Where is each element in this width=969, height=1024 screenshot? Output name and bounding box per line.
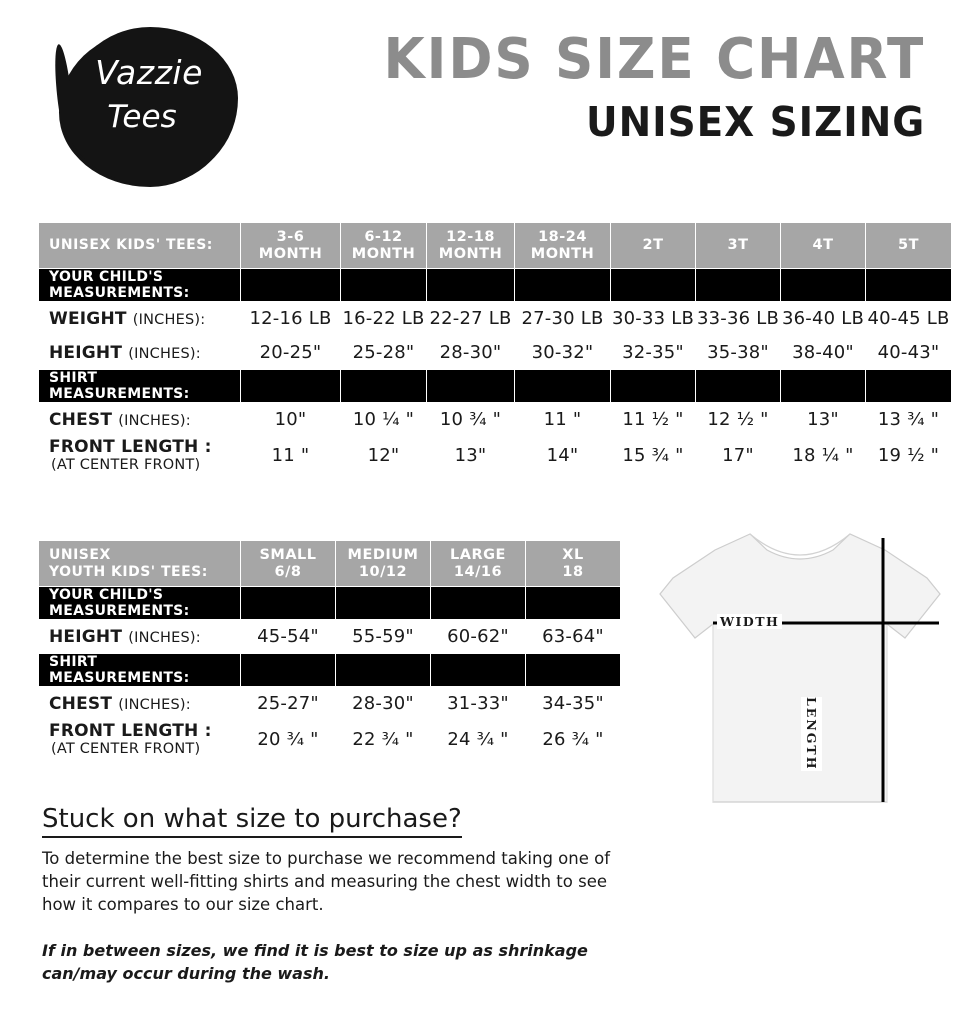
- cell-value: 63-64": [526, 620, 621, 654]
- column-header: [336, 541, 431, 587]
- cell-value: 28-30": [336, 687, 431, 721]
- cell-value: 34-35": [526, 687, 621, 721]
- col-line2: 18: [562, 563, 584, 580]
- cell-value: 25-27": [241, 687, 336, 721]
- col-line2: MONTH: [258, 245, 323, 262]
- col-line2: MONTH: [438, 245, 503, 262]
- section-divider-shirt-measurements: [39, 654, 621, 687]
- cell-value: 60-62": [431, 620, 526, 654]
- col-line1: SMALL: [259, 546, 317, 563]
- cell-value: 11 ": [241, 437, 341, 474]
- cell-value: 10 ¼ ": [341, 403, 427, 437]
- section-divider-shirt-measurements: [39, 370, 952, 403]
- col-line1: MEDIUM: [347, 546, 419, 563]
- cell-value: 55-59": [336, 620, 431, 654]
- row-label-chest: [39, 687, 241, 721]
- footer-heading: Stuck on what size to purchase?: [42, 805, 462, 838]
- row-label-unit: (AT CENTER FRONT): [51, 741, 201, 757]
- length-label: LENGTH: [801, 697, 822, 771]
- cell-value: 20 ¾ ": [241, 721, 336, 758]
- youth-header-line1: UNISEX: [49, 547, 111, 564]
- footer-body-text: To determine the best size to purchase we recommend taking one of their current well-fitting shirts and measuring the chest width to see how it compares to our size chart.: [42, 848, 611, 915]
- table-row: [39, 721, 621, 758]
- table-row: [39, 403, 952, 437]
- row-label-unit: (AT CENTER FRONT): [51, 457, 201, 473]
- tshirt-measurement-diagram: [655, 520, 945, 810]
- cell-value: 27-30 LB: [515, 302, 611, 336]
- section-label: SHIRT MEASUREMENTS:: [39, 370, 241, 403]
- cell-value: 12-16 LB: [241, 302, 341, 336]
- cell-value: 12 ½ ": [696, 403, 781, 437]
- infant-size-table: [38, 222, 952, 474]
- youth-header-label: [39, 541, 241, 587]
- column-header: [515, 223, 611, 269]
- cell-value: 22 ¾ ": [336, 721, 431, 758]
- row-label-unit: (INCHES):: [128, 629, 201, 646]
- table-header-row: [39, 541, 621, 587]
- column-header: 4T: [781, 223, 866, 269]
- cell-value: 15 ¾ ": [611, 437, 696, 474]
- logo-line-2: Tees: [107, 98, 177, 135]
- table-row: [39, 302, 952, 336]
- shirt-body: [660, 534, 940, 802]
- youth-size-table: [38, 540, 621, 758]
- row-label-unit: (INCHES):: [132, 311, 206, 328]
- cell-value: 24 ¾ ": [431, 721, 526, 758]
- cell-value: 12": [341, 437, 427, 474]
- row-label-text: WEIGHT: [49, 308, 127, 329]
- cell-value: 40-45 LB: [866, 302, 952, 336]
- col-line2: MONTH: [530, 245, 595, 262]
- row-label-text: CHEST: [49, 693, 113, 714]
- infant-header-label: UNISEX KIDS' TEES:: [39, 223, 241, 269]
- cell-value: 13": [427, 437, 515, 474]
- section-divider-child-measurements: [39, 587, 621, 620]
- cell-value: 20-25": [241, 336, 341, 370]
- page-header: [0, 0, 969, 205]
- row-label-front-length: [39, 721, 241, 758]
- cell-value: 35-38": [696, 336, 781, 370]
- col-line1: 3-6: [276, 228, 305, 245]
- page-title: KIDS SIZE CHART: [383, 27, 925, 92]
- cell-value: 10": [241, 403, 341, 437]
- cell-value: 32-35": [611, 336, 696, 370]
- section-label: SHIRT MEASUREMENTS:: [39, 654, 241, 687]
- row-label-unit: (INCHES):: [128, 345, 201, 362]
- col-line1: 12-18: [446, 228, 495, 245]
- table-row: [39, 336, 952, 370]
- column-header: 2T: [611, 223, 696, 269]
- column-header: [526, 541, 621, 587]
- column-header: 3T: [696, 223, 781, 269]
- cell-value: 11 ": [515, 403, 611, 437]
- logo-text: [55, 53, 243, 135]
- logo-line-1: Vazzie: [95, 53, 203, 92]
- col-line2: MONTH: [351, 245, 416, 262]
- cell-value: 33-36 LB: [696, 302, 781, 336]
- table-row: [39, 620, 621, 654]
- cell-value: 22-27 LB: [427, 302, 515, 336]
- section-divider-child-measurements: [39, 269, 952, 302]
- title-block: [355, 27, 925, 146]
- cell-value: 25-28": [341, 336, 427, 370]
- row-label-unit: (INCHES):: [118, 412, 191, 429]
- brand-logo: [55, 22, 245, 192]
- cell-value: 28-30": [427, 336, 515, 370]
- cell-value: 38-40": [781, 336, 866, 370]
- column-header: [241, 541, 336, 587]
- col-line1: 18-24: [538, 228, 587, 245]
- column-header: [341, 223, 427, 269]
- table-row: [39, 687, 621, 721]
- col-line1: LARGE: [450, 546, 506, 563]
- cell-value: 26 ¾ ": [526, 721, 621, 758]
- section-label: YOUR CHILD'S MEASUREMENTS:: [39, 587, 241, 620]
- cell-value: 13": [781, 403, 866, 437]
- row-label-text: FRONT LENGTH :: [49, 721, 212, 741]
- cell-value: 31-33": [431, 687, 526, 721]
- column-header: [241, 223, 341, 269]
- row-label-height: [39, 336, 241, 370]
- row-label-height: [39, 620, 241, 654]
- row-label-text: HEIGHT: [49, 626, 123, 647]
- row-label-text: HEIGHT: [49, 342, 123, 363]
- column-header: 5T: [866, 223, 952, 269]
- cell-value: 30-32": [515, 336, 611, 370]
- row-label-text: FRONT LENGTH :: [49, 437, 212, 457]
- col-line1: 6-12: [364, 228, 403, 245]
- column-header: [427, 223, 515, 269]
- cell-value: 45-54": [241, 620, 336, 654]
- width-label: WIDTH: [717, 614, 782, 629]
- row-label-weight: [39, 302, 241, 336]
- col-line2: 10/12: [358, 563, 408, 580]
- table-header-row: [39, 223, 952, 269]
- cell-value: 10 ¾ ": [427, 403, 515, 437]
- row-label-text: CHEST: [49, 409, 113, 430]
- col-line1: XL: [562, 546, 584, 563]
- page-subtitle: UNISEX SIZING: [585, 98, 925, 146]
- cell-value: 36-40 LB: [781, 302, 866, 336]
- cell-value: 19 ½ ": [866, 437, 952, 474]
- cell-value: 11 ½ ": [611, 403, 696, 437]
- col-line2: 6/8: [274, 563, 302, 580]
- cell-value: 13 ¾ ": [866, 403, 952, 437]
- row-label-chest: [39, 403, 241, 437]
- cell-value: 14": [515, 437, 611, 474]
- cell-value: 30-33 LB: [611, 302, 696, 336]
- cell-value: 16-22 LB: [341, 302, 427, 336]
- row-label-front-length: [39, 437, 241, 474]
- tshirt-illustration: [655, 520, 945, 810]
- cell-value: 40-43": [866, 336, 952, 370]
- footer-note-text: If in between sizes, we find it is best to size up as shrinkage can/may occur during the wash.: [42, 940, 588, 984]
- section-label: YOUR CHILD'S MEASUREMENTS:: [39, 269, 241, 302]
- footer-help-section: [42, 805, 622, 985]
- column-header: [431, 541, 526, 587]
- cell-value: 18 ¼ ": [781, 437, 866, 474]
- col-line2: 14/16: [453, 563, 503, 580]
- row-label-unit: (INCHES):: [118, 696, 191, 713]
- youth-header-line2: YOUTH KIDS' TEES:: [49, 563, 208, 580]
- cell-value: 17": [696, 437, 781, 474]
- table-row: [39, 437, 952, 474]
